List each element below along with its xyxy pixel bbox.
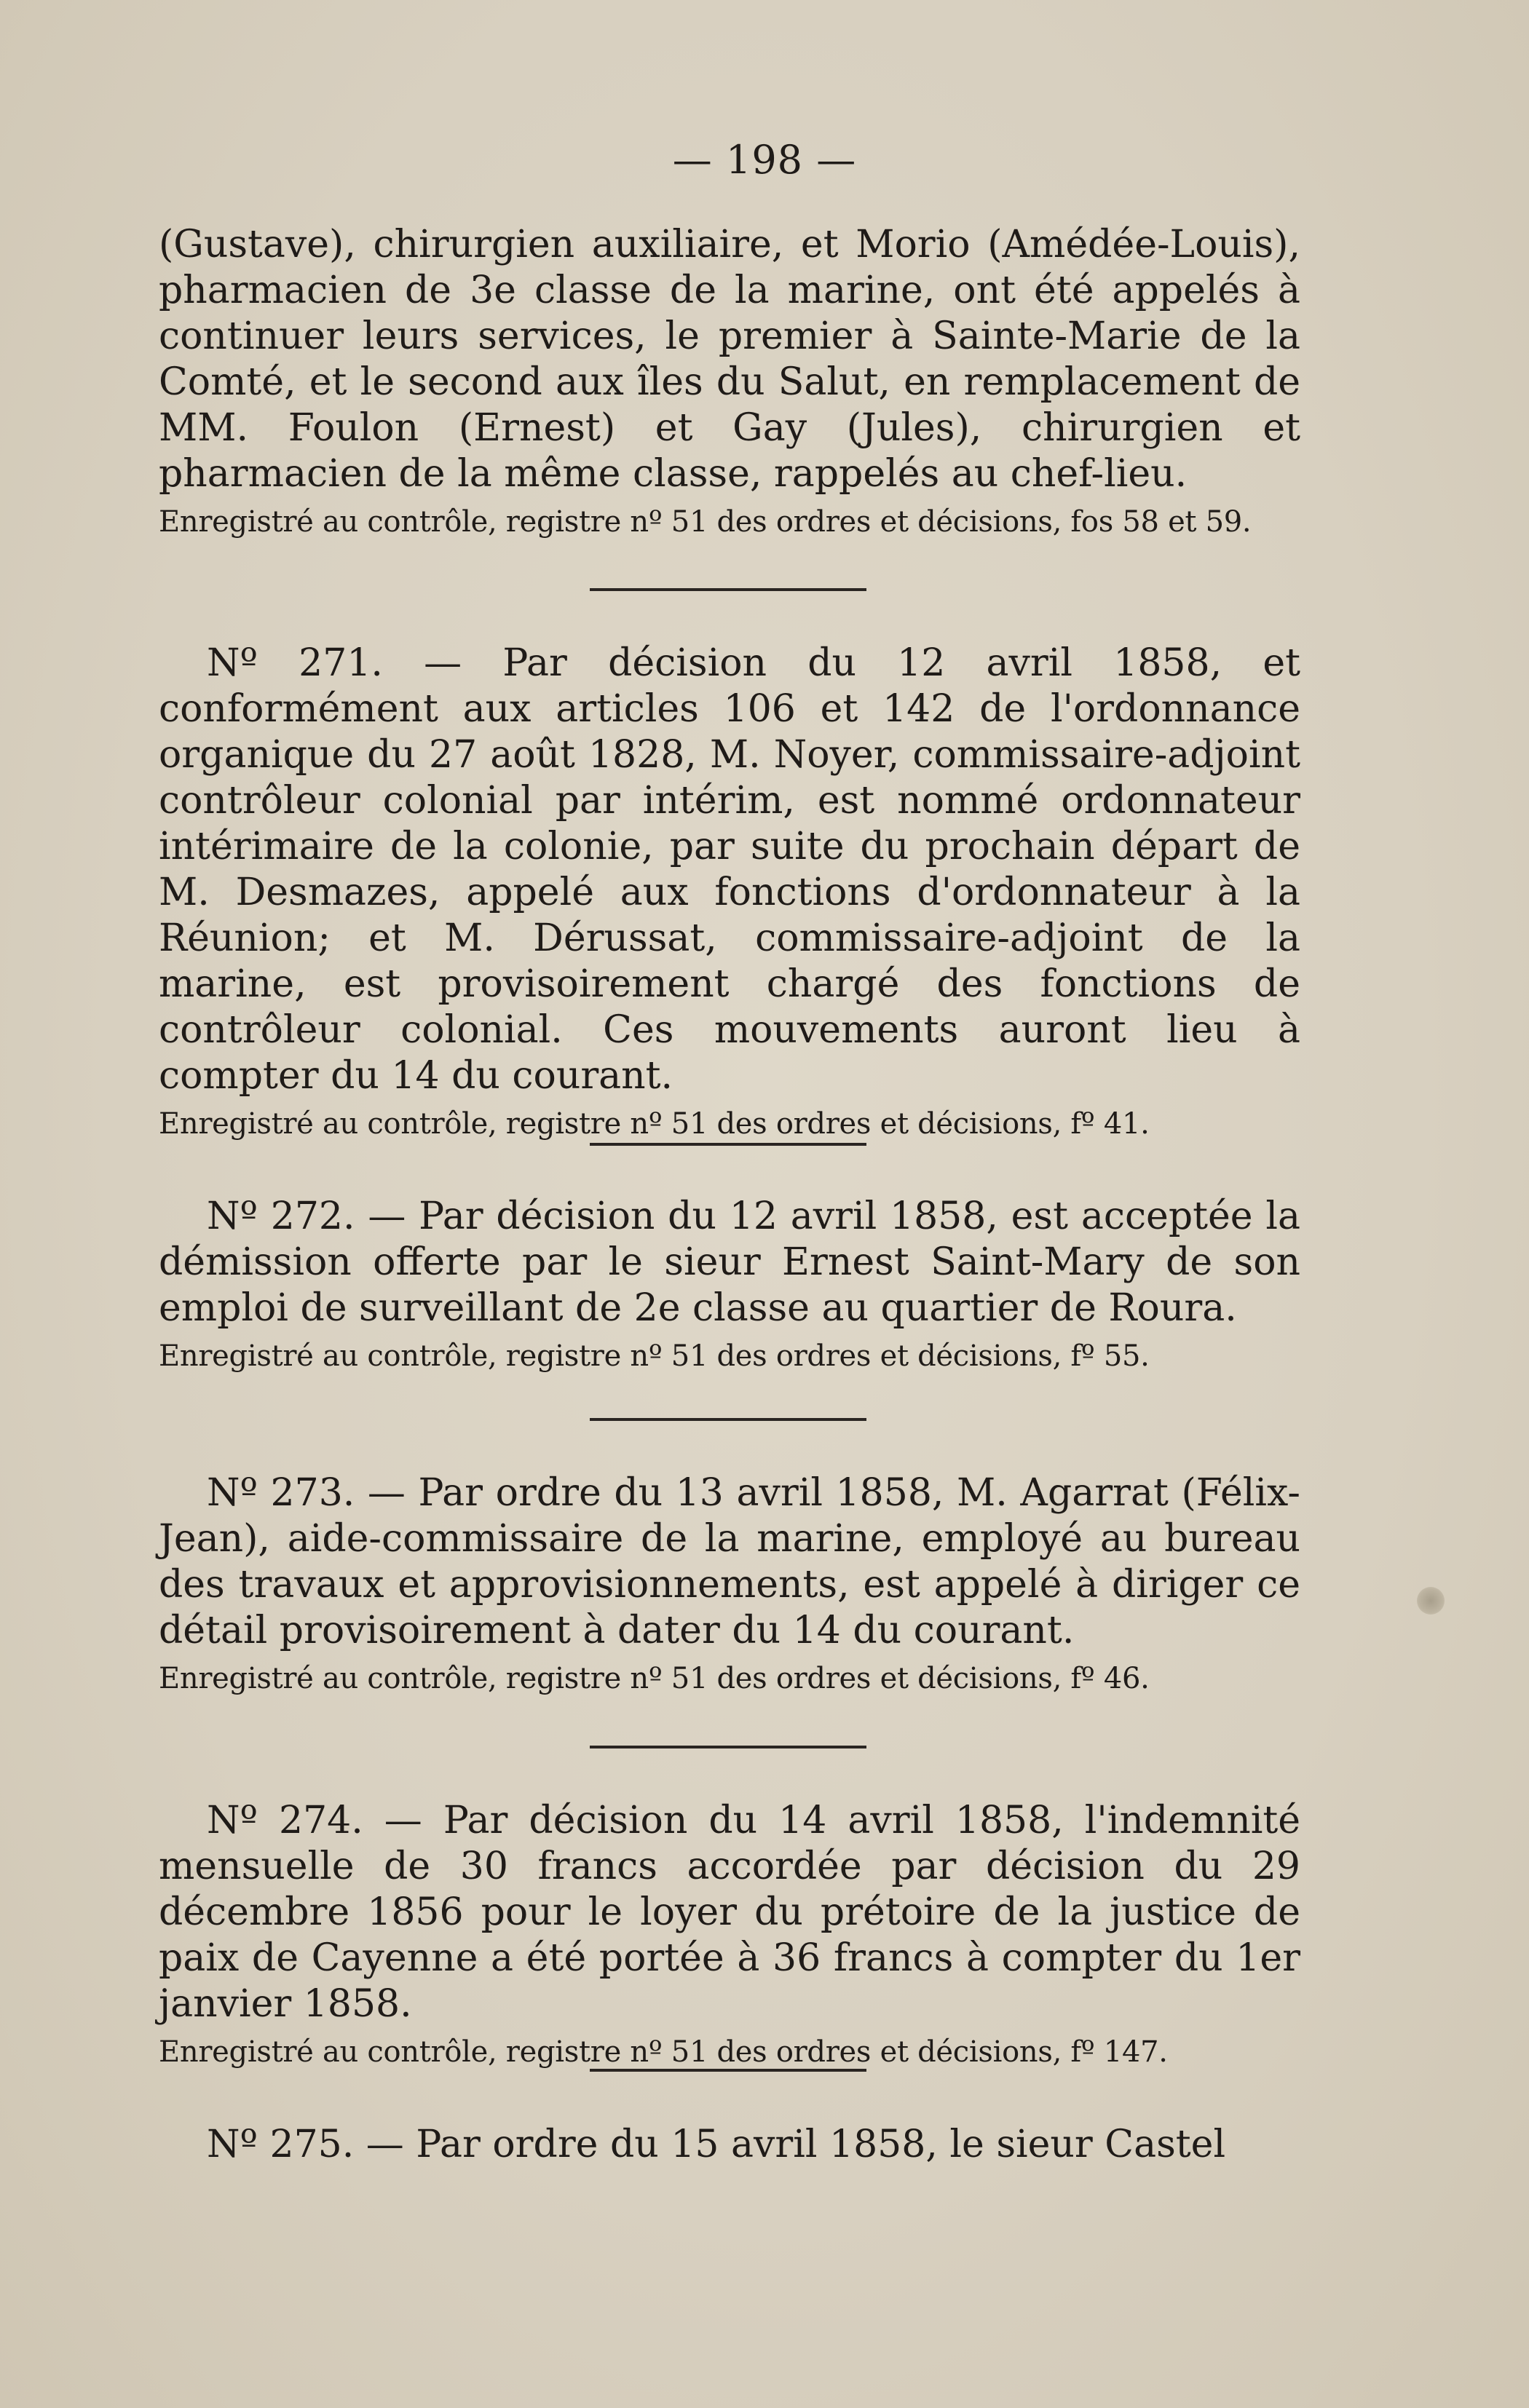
entry-272 bbox=[159, 1194, 1300, 1374]
entry-registration: Enregistré au contrôle, registre nº 51 des ordres et décisions, fº 46. bbox=[159, 1662, 1150, 1695]
entry-275 bbox=[159, 2122, 1300, 2168]
entry-registration: Enregistré au contrôle, registre nº 51 des ordres et décisions, fº 147. bbox=[159, 2035, 1168, 2069]
intro-paragraph bbox=[159, 222, 1300, 539]
entry-274 bbox=[159, 1798, 1300, 2070]
divider-2 bbox=[590, 1143, 866, 1146]
divider-1 bbox=[590, 588, 866, 591]
entry-registration: Enregistré au contrôle, registre nº 51 des ordres et décisions, fº 41. bbox=[159, 1107, 1150, 1141]
divider-3 bbox=[590, 1418, 866, 1421]
divider-5 bbox=[590, 2069, 866, 2072]
entry-text: Nº 274. — Par décision du 14 avril 1858, l'indemnité mensuelle de 30 francs accordée par décision du 29 décembre 1856 pour le loyer du prétoire de la justice de paix de Cayenne a été portée à 36 francs à compter du 1er janvier 1858. bbox=[159, 1799, 1300, 2026]
entry-271 bbox=[159, 641, 1300, 1141]
entry-text: Nº 271. — Par décision du 12 avril 1858, et conformément aux articles 106 et 142 de l'ordonnance organique du 27 août 1828, M. Noyer, commissaire-adjoint contrôleur colonial par intérim, est nommé ordonnateur intérimaire de la colonie, par suite du prochain départ de M. Desmazes, appelé aux fonctions d'ordonnateur à la Réunion; et M. Dérussat, commissaire-adjoint de la marine, est provisoirement chargé des fonctions de contrôleur colonial. Ces mouvements auront lieu à compter du 14 du courant. bbox=[159, 641, 1300, 1098]
intro-registration: Enregistré au contrôle, registre nº 51 des ordres et décisions, fos 58 et 59. bbox=[159, 505, 1252, 539]
page-number: — 198 — bbox=[672, 137, 857, 183]
entry-text: Nº 273. — Par ordre du 13 avril 1858, M. Agarrat (Félix-Jean), aide-commissaire de la marine, employé au bureau des travaux et approvisionnements, est appelé à diriger ce détail provisoirement à dater du 14 du courant. bbox=[159, 1471, 1300, 1652]
entry-273 bbox=[159, 1470, 1300, 1696]
entry-registration: Enregistré au contrôle, registre nº 51 des ordres et décisions, fº 55. bbox=[159, 1339, 1150, 1373]
entry-text: Nº 272. — Par décision du 12 avril 1858, est acceptée la démission offerte par le sieur Ernest Saint-Mary de son emploi de surveillant de 2e classe au quartier de Roura. bbox=[159, 1195, 1300, 1330]
ink-blot-mark bbox=[1417, 1587, 1445, 1615]
intro-text: (Gustave), chirurgien auxiliaire, et Morio (Amédée-Louis), pharmacien de 3e classe de la marine, ont été appelés à continuer leurs services, le premier à Sainte-Marie de la Comté, et le second aux îles du Salut, en remplacement de MM. Foulon (Ernest) et Gay (Jules), chirurgien et pharmacien de la même classe, rappelés au chef-lieu. bbox=[159, 223, 1300, 496]
entry-text: Nº 275. — Par ordre du 15 avril 1858, le sieur Castel bbox=[207, 2123, 1226, 2166]
divider-4 bbox=[590, 1746, 866, 1748]
